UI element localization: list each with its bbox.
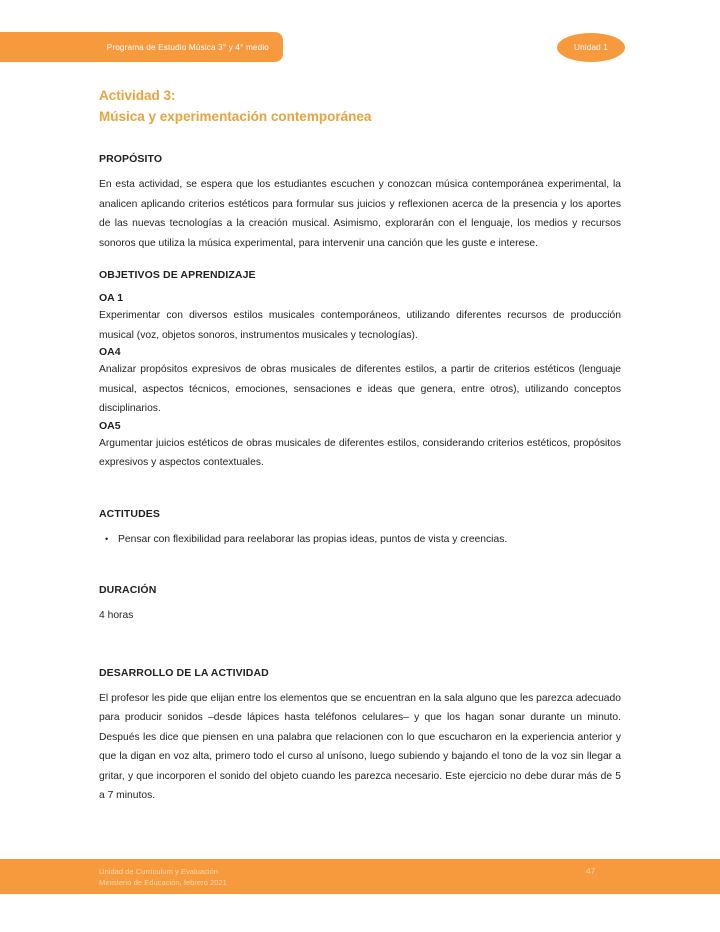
footer-credit-line-2: Ministerio de Educación, febrero 2021 xyxy=(99,878,227,887)
actitudes-item-text: Pensar con flexibilidad para reelaborar las propias ideas, puntos de vista y creencias. xyxy=(118,533,508,545)
page-number: 47 xyxy=(586,866,596,876)
unit-badge xyxy=(557,33,625,62)
oa-text-1: Experimentar con diversos estilos musicales contemporáneos, utilizando diferentes recursos de producción musical (voz, objetos sonoros, instrumentos musicales y tecnologías). xyxy=(99,310,621,341)
activity-title-line-2: Música y experimentación contemporánea xyxy=(99,109,372,124)
bullet-icon: • xyxy=(105,533,109,544)
activity-title-line-1: Actividad 3: xyxy=(99,88,176,103)
duracion-text: 4 horas xyxy=(99,610,134,621)
section-heading-actitudes: ACTITUDES xyxy=(99,507,160,520)
footer-credits xyxy=(99,866,227,888)
header-banner xyxy=(0,32,283,62)
oa-code-3: OA5 xyxy=(99,419,121,432)
footer-credit-line-1: Unidad de Currículum y Evaluación xyxy=(99,867,219,876)
desarrollo-text: El profesor les pide que elijan entre los elementos que se encuentran en la sala alguno que les parezca adecuado para producir sonidos –desde lápices hasta teléfonos celulares– y que los hagan sonar durante un minuto. Después les dice que piensen en una palabra que relacionen con lo que escucharon en la experiencia anterior y que la digan en voz alta, primero todo el curso al unísono, luego subiendo y bajando el tono de la voz sin llegar a gritar, y que incorporen el sonido del objeto cuando les parezca necesario. Este ejercicio no debe durar más de 5 a 7 minutos. xyxy=(99,692,621,801)
oa-code-1: OA 1 xyxy=(99,292,124,304)
section-heading-duracion: DURACIÓN xyxy=(99,584,157,596)
document-content xyxy=(99,85,621,806)
section-heading-desarrollo: DESARROLLO DE LA ACTIVIDAD xyxy=(99,666,269,679)
proposito-text: En esta actividad, se espera que los estudiantes escuchen y conozcan música contemporánea experimental, la analicen aplicando criterios estéticos para formular sus juicios y reflexionen acerca de la presencia y los aportes de las nuevas tecnologías a la creación musical. Asimismo, explorarán con el lenguaje, los medios y recursos sonoros que utiliza la música experimental, para intervenir una canción que les guste e interese. xyxy=(99,179,621,249)
list-item xyxy=(99,530,621,550)
section-heading-proposito: PROPÓSITO xyxy=(99,153,163,165)
page-title xyxy=(99,85,621,127)
oa-text-3: Argumentar juicios estéticos de obras musicales de diferentes estilos, considerando criterios estéticos, propósitos expresivos y aspectos contextuales. xyxy=(99,437,621,468)
header-program-title: Programa de Estudio Música 3° y 4° medio xyxy=(106,42,269,52)
oa-text-2: Analizar propósitos expresivos de obras musicales de diferentes estilos, a partir de criterios estéticos (lenguaje musical, aspectos técnicos, emociones, sensaciones e ideas que genera, entre otros), utilizando conceptos disciplinarios. xyxy=(99,364,621,414)
oa-code-2: OA4 xyxy=(99,346,121,358)
section-heading-objetivos: OBJETIVOS DE APRENDIZAJE xyxy=(99,269,256,281)
unit-badge-label: Unidad 1 xyxy=(574,43,608,52)
